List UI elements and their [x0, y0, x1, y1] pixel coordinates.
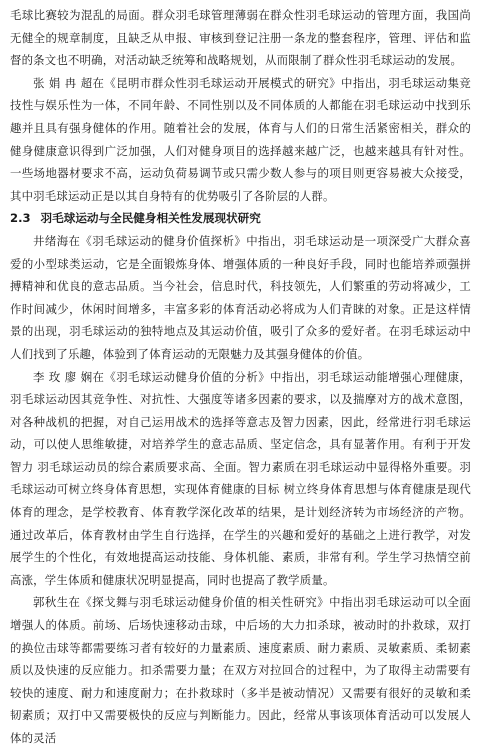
section-title: 羽毛球运动与全民健身相关性发展现状研究	[40, 211, 261, 226]
paragraph-management-issues: 毛球比赛较为混乱的局面。群众羽毛球管理薄弱在群众性羽毛球运动的管理方面，我国尚无健全的规章制度，且缺乏从申报、审核到登记注册一条龙的整套程序，管理、评估和监督的条文也不明确，对活动缺乏统筹和战略规划，从而限制了群众性羽毛球运动的发展。	[10, 8, 471, 68]
paragraph-tango-study: 郭秋生在《探戈舞与羽毛球运动健身价值的相关性研究》中指出羽毛球运动可以全面增强人的体质。前场、后场快速移动击球，中后场的大力扣杀球，被动时的扑救球，双打的换位击球等都需要练习者有较好的力量素质、速度素质、耐力素质、灵敏素质、柔韧素质以及快速的反应能力。扣杀需要力量；在双方对拉回合的过程中，为了取得主动需要有较快的速度、耐力和速度耐力；在扑救球时（多半是被动情况）又需要有很好的灵敏和柔韧素质；双打中又需要极快的反应与判断能力。因此，经常从事该项体育活动可以发展人体的灵活	[10, 595, 471, 745]
section-number: 2.3	[10, 211, 31, 226]
paragraph-fitness-value: 井绪海在《羽毛球运动的健身价值探析》中指出，羽毛球运动是一项深受广大群众喜爱的小型球类运动，它是全面锻炼身体、增强体质的一种良好手段，同时也能培养顽强拼搏精神和优良的意志品质。当今社会，信息时代，科技领先，人们繁重的劳动将减少，工作时间减少，休闲时间增多，丰富多彩的体育活动必将成为人们青睐的对象。正是这样情景的出现，羽毛球运动的独特地点及其运动价值，吸引了众多的爱好者。在羽毛球运动中人们找到了乐趣，体验到了体育运动的无限魅力及其强身健体的价值。	[10, 233, 471, 361]
paragraph-value-analysis: 李 玫 廖 娴在《羽毛球运动健身价值的分析》中指出，羽毛球运动能增强心理健康，羽毛球运动因其竞争性、对抗性、大强度等诸多因素的要求，以及揣摩对方的战术意图，对各种战机的把握，对自己运用战术的选择等意志及智力因素，因此，经常进行羽毛球运动，可以使人思维敏捷，对培养学生的意志品质、坚定信念，具有显著作用。有利于开发智力 羽毛球运动员的综合素质要求高、全面。智力素质在羽毛球运动中显得格外重要。羽毛球运动可树立终身体育思想，实现体育健康的目标 树立终身体育思想与体育健康是现代体育的理念，是学校教育、体育教学深化改革的结果，是计划经济转为市场经济的产物。通过改革后，体育教材由学生自行选择，在学生的兴趣和爱好的基础之上进行教学，对发展学生的个性化，有效地提高运动技能、身体机能、素质，非常有利。学生学习热情空前高涨，学生体质和健康状况明显提高，同时也提高了教学质量。	[10, 369, 471, 587]
section-heading	[10, 207, 471, 230]
paragraph-kunming-study: 张 娟 冉 超在《昆明市群众性羽毛球运动开展模式的研究》中指出，羽毛球运动集竞技性与娱乐性为一体，不同年龄、不同性别以及不同体质的人都能在羽毛球运动中找到乐趣并且具有强身健体的作用。随着社会的发展，体育与人们的日常生活紧密相关，群众的健身健康意识得到广泛加强，人们对健身项目的选择越来越广泛，也越来越具有针对性。一些场地器材要求不高，运动负荷易调节或只需少数人参与的项目则更容易被大众接受，其中羽毛球运动正是以其自身特有的优势吸引了各阶层的人群。	[10, 75, 471, 203]
